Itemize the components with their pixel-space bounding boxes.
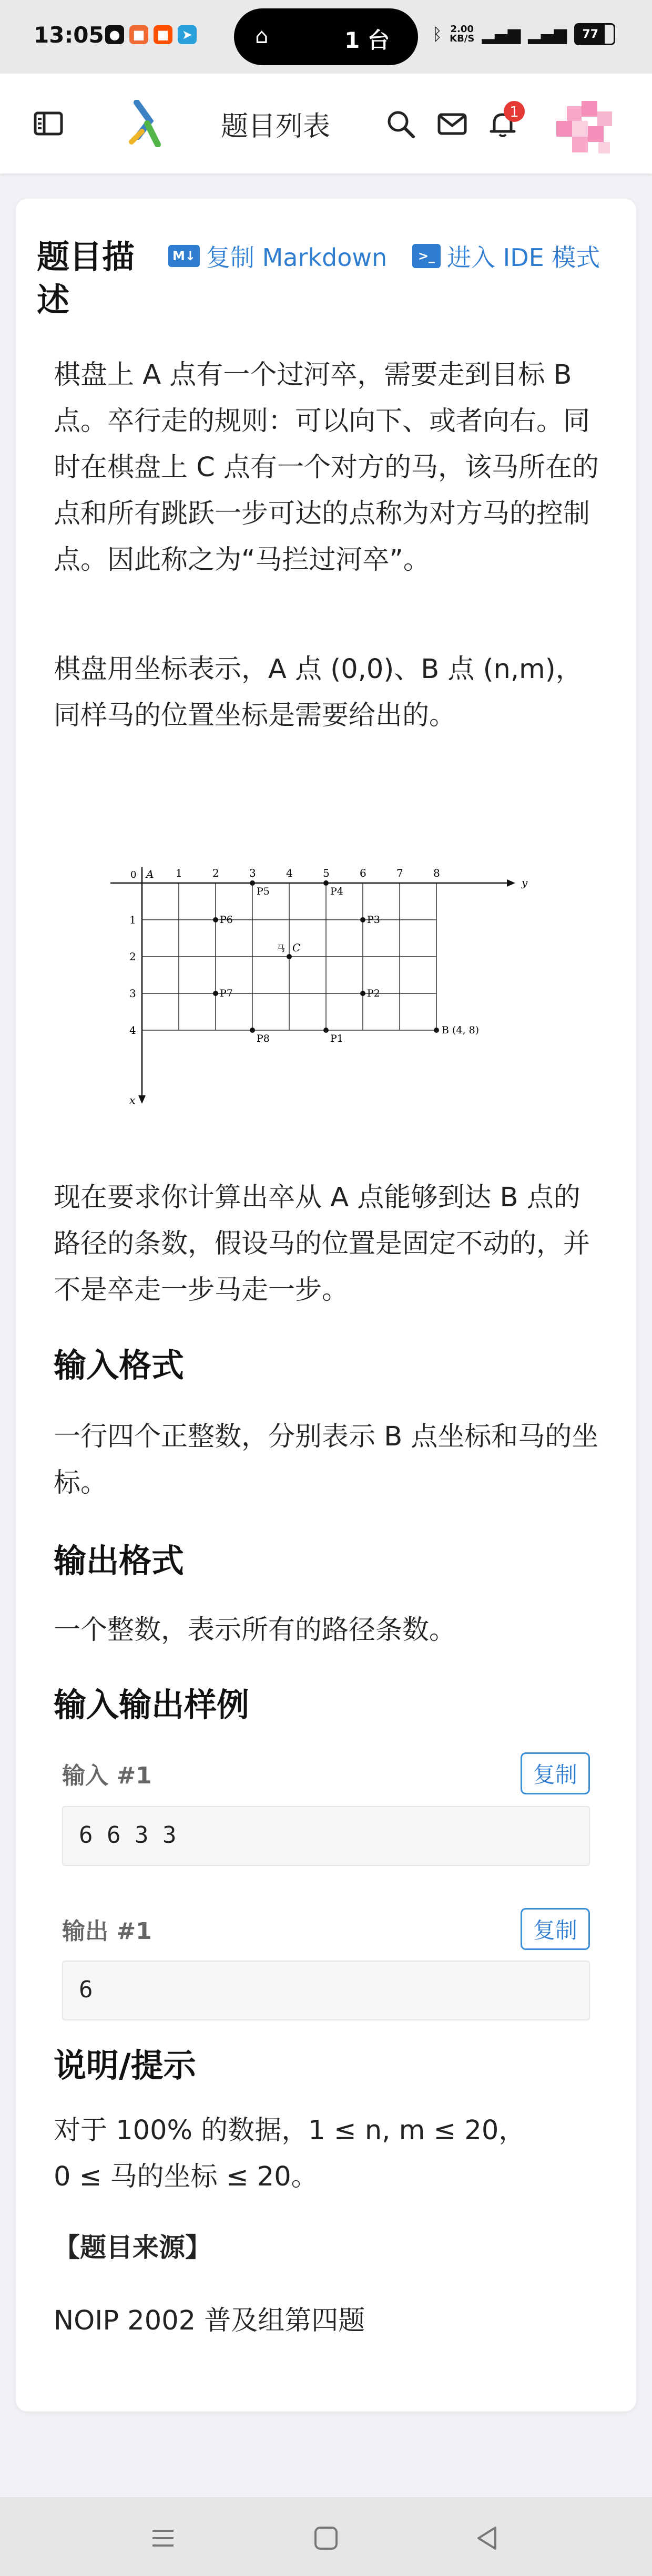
output-format-title: 输出格式 xyxy=(54,1542,185,1580)
col-tick-label: 1 xyxy=(176,867,182,879)
recent-apps-icon[interactable] xyxy=(148,2523,178,2553)
hint-line-2: 0 ≤ 马的坐标 ≤ 20。 xyxy=(54,2161,318,2192)
input-format-text: 一行四个正整数，分别表示 B 点坐标和马的坐标。 xyxy=(54,1421,599,1499)
battery-icon xyxy=(574,23,615,45)
hint-title: 说明/提示 xyxy=(54,2046,196,2085)
x-axis-label: x xyxy=(129,1094,136,1106)
search-icon[interactable] xyxy=(385,108,416,140)
control-point-dot xyxy=(213,991,218,996)
sample-input-box[interactable] xyxy=(62,1806,590,1866)
sidebar-toggle-icon[interactable] xyxy=(34,111,63,136)
description-header xyxy=(37,235,610,325)
point-b-dot xyxy=(434,1028,439,1033)
control-point-label: P4 xyxy=(330,886,343,897)
mail-icon[interactable] xyxy=(436,108,468,140)
col-tick-label: 3 xyxy=(249,867,256,879)
source-text: NOIP 2002 普及组第四题 xyxy=(54,2305,365,2336)
status-time: 13:05 xyxy=(34,22,104,48)
point-b-label: B (4, 8) xyxy=(442,1024,480,1036)
pill-text: 1 台 xyxy=(344,27,390,53)
row-tick-label: 1 xyxy=(129,914,136,926)
col-tick-label: 2 xyxy=(212,867,219,879)
control-point-dot xyxy=(323,880,329,886)
control-point-dot xyxy=(323,1028,329,1033)
status-right xyxy=(432,23,615,45)
point-c-dot xyxy=(287,954,292,959)
col-tick-label: 8 xyxy=(433,867,440,879)
cast-icon: ⌂ xyxy=(255,24,269,48)
control-point-label: P6 xyxy=(220,914,233,926)
y-axis-arrow xyxy=(507,879,515,887)
signal-icon: ▂▄▆ xyxy=(482,24,521,44)
top-nav xyxy=(0,74,652,173)
output-format-text: 一个整数，表示所有的路径条数。 xyxy=(54,1615,456,1646)
network-speed xyxy=(450,25,474,44)
col-tick-label: 5 xyxy=(323,867,330,879)
control-point-dot xyxy=(250,880,255,886)
control-point-label: P2 xyxy=(367,988,380,999)
col-tick-label: 4 xyxy=(286,867,293,879)
back-icon[interactable] xyxy=(472,2523,502,2553)
col-tick-label: 7 xyxy=(396,867,403,879)
copy-markdown-label: 复制 Markdown xyxy=(206,243,388,272)
x-axis-arrow xyxy=(138,1095,146,1104)
copy-output-button[interactable]: 复制 xyxy=(521,1908,590,1950)
status-bar xyxy=(0,0,652,74)
control-point-dot xyxy=(250,1028,255,1033)
notification-badge: 1 xyxy=(504,101,525,122)
speed-value: 2.00 xyxy=(450,24,474,35)
battery-level: 77 xyxy=(576,25,605,44)
control-point-dot xyxy=(213,917,218,922)
horse-glyph: 马 xyxy=(277,943,286,953)
system-nav-bar xyxy=(0,2497,652,2576)
sample-input-label: 输入 #1 xyxy=(62,1762,152,1789)
description-title: 题目描述 xyxy=(37,238,135,319)
home-icon[interactable] xyxy=(311,2523,341,2553)
input-format-title: 输入格式 xyxy=(54,1346,185,1384)
row-tick-label: 4 xyxy=(129,1024,136,1036)
sample-output-box[interactable] xyxy=(62,1961,590,2020)
point-c-label: C xyxy=(292,941,301,954)
app-icon-red: ■ xyxy=(129,25,148,44)
wechat-icon: ● xyxy=(105,25,124,44)
col-tick-label: 6 xyxy=(360,867,366,879)
control-point-label: P7 xyxy=(220,988,233,999)
app-icon-taobao: ■ xyxy=(154,25,172,44)
bluetooth-icon: ᛒ xyxy=(432,24,443,44)
ide-mode-button[interactable] xyxy=(412,239,600,273)
status-app-icons xyxy=(105,25,197,44)
hint-line-1: 对于 100% 的数据，1 ≤ n, m ≤ 20， xyxy=(54,2115,526,2146)
control-point-label: P5 xyxy=(257,886,270,897)
description-para-3: 现在要求你计算出卒从 A 点能够到达 B 点的路径的条数，假设马的位置是固定不动的，并不是卒走一步马走一步。 xyxy=(54,1182,590,1306)
control-point-label: P1 xyxy=(330,1033,343,1044)
ide-mode-label: 进入 IDE 模式 xyxy=(447,243,600,272)
copy-input-button[interactable]: 复制 xyxy=(521,1752,590,1794)
dynamic-island[interactable] xyxy=(234,8,418,65)
row-tick-label: 3 xyxy=(129,987,136,1000)
control-point-label: P8 xyxy=(257,1033,270,1044)
samples-title: 输入输出样例 xyxy=(54,1686,250,1724)
luogu-logo-icon[interactable] xyxy=(126,100,163,147)
row-tick-label: 2 xyxy=(129,950,136,963)
nav-title[interactable]: 题目列表 xyxy=(221,111,331,142)
source-title: 【题目来源】 xyxy=(54,2232,211,2263)
point-a-label: A xyxy=(146,868,154,880)
board-grid xyxy=(110,867,528,1106)
telegram-icon: ➤ xyxy=(178,25,197,44)
y-axis-label: y xyxy=(522,876,528,889)
avatar[interactable] xyxy=(551,101,614,159)
copy-markdown-button[interactable] xyxy=(168,239,387,273)
description-para-1: 棋盘上 A 点有一个过河卒，需要走到目标 B 点。卒行走的规则：可以向下、或者向右。同时在棋盘上 C 点有一个对方的马，该马所在的点和所有跳跃一步可达的点称为对方马的控制点。因此称之为“马拦过河卒”。 xyxy=(54,360,599,576)
control-point-dot xyxy=(360,917,365,922)
chessboard-figure xyxy=(100,849,536,1122)
sample-output-value: 6 xyxy=(79,1976,93,2003)
markdown-icon: M↓ xyxy=(168,245,200,267)
origin-label: 0 xyxy=(130,869,137,880)
control-point-dot xyxy=(360,991,365,996)
signal-icon-2: ▂▄▆ xyxy=(528,24,567,44)
sample-output-label: 输出 #1 xyxy=(62,1918,152,1945)
sample-input-value: 6 6 3 3 xyxy=(79,1822,177,1849)
terminal-icon: >_ xyxy=(412,244,441,268)
control-point-label: P3 xyxy=(367,914,380,926)
description-para-2: 棋盘用坐标表示，A 点 (0,0)、B 点 (n,m)，同样马的位置坐标是需要给出的。 xyxy=(54,654,583,731)
speed-unit: KB/S xyxy=(450,33,475,44)
